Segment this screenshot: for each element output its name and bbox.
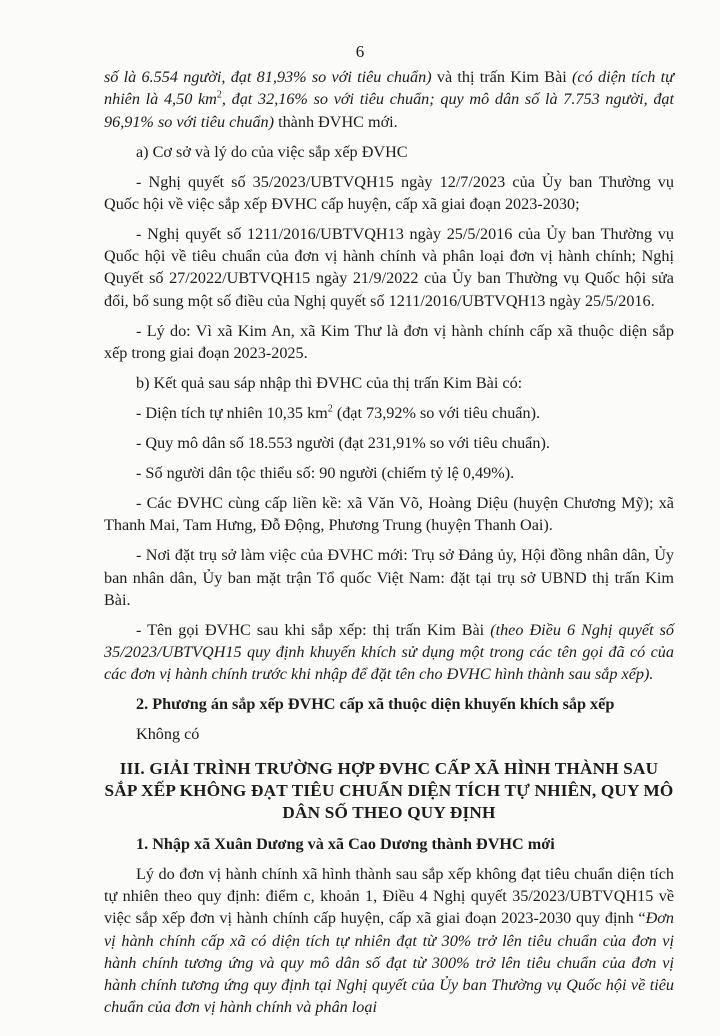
reason-text: Lý do đơn vị hành chính xã hình thành sau sắp xếp không đạt tiêu chuẩn diện tích tự nhiên theo quy định: điểm c, khoản 1, Điều 4 Nghị quyết 35/2023/UBTVQH15 về việc sắp xếp đơn vị hành chính cấp huyện, cấp xã giai đoạn 2023-2030 quy định “ bbox=[104, 864, 674, 928]
section-a-item-2: - Nghị quyết số 1211/2016/UBTVQH13 ngày 25/5/2016 của Ủy ban Thường vụ Quốc hội về tiêu chuẩn của đơn vị hành chính và phân loại đơn vị hành chính; Nghị Quyết số 27/2022/UBTVQH15 ngày 21/9/2022 của Ủy ban Thường vụ Quốc hội sửa đổi, bổ sung một số điều của Nghị quyết số 1211/2016/UBTVQH13 ngày 25/5/2016. bbox=[104, 224, 674, 310]
section-2-body: Không có bbox=[136, 725, 200, 744]
section-b-heading: b) Kết quả sau sáp nhập thì ĐVHC của thị trấn Kim Bài có: bbox=[136, 374, 523, 392]
section-b-item-1 bbox=[104, 402, 674, 424]
section-b-item-5: - Nơi đặt trụ sở làm việc của ĐVHC mới: Trụ sở Đảng ủy, Hội đồng nhân dân, Ủy ban nhân dân, Ủy ban mặt trận Tổ quốc Việt Nam: đặt tại trụ sở UBND thị trấn Kim Bài. bbox=[104, 546, 674, 609]
name-text: - Tên gọi ĐVHC sau khi sắp xếp: thị trấn Kim Bài bbox=[136, 620, 491, 639]
intro-paragraph bbox=[104, 66, 674, 133]
section-b-item-4: - Các ĐVHC cùng cấp liền kề: xã Văn Võ, Hoàng Diệu (huyện Chương Mỹ); xã Thanh Mai, Tam Hưng, Đỗ Động, Phương Trung (huyện Thanh Oai). bbox=[104, 493, 674, 535]
area-text: - Diện tích tự nhiên 10,35 km bbox=[136, 403, 328, 422]
section-a-heading: a) Cơ sở và lý do của việc sắp xếp ĐVHC bbox=[136, 142, 408, 161]
section-b-item-3: - Số người dân tộc thiểu số: 90 người (chiếm tỷ lệ 0,49%). bbox=[136, 463, 515, 482]
section-a-item-3: - Lý do: Vì xã Kim An, xã Kim Thư là đơn vị hành chính cấp xã thuộc diện sắp xếp trong giai đoạn 2023-2025. bbox=[104, 321, 674, 363]
intro-text-6: thành ĐVHC mới. bbox=[274, 112, 398, 131]
section-3-1-heading: 1. Nhập xã Xuân Dương và xã Cao Dương thành ĐVHC mới bbox=[136, 834, 555, 853]
intro-text-2: và thị trấn Kim Bài bbox=[431, 68, 573, 86]
section-3-heading: III. GIẢI TRÌNH TRƯỜNG HỢP ĐVHC CẤP XÃ HÌNH THÀNH SAU SẮP XẾP KHÔNG ĐẠT TIÊU CHUẨN DIỆN TÍCH TỰ NHIÊN, QUY MÔ DÂN SỐ THEO QUY ĐỊNH bbox=[104, 758, 674, 822]
intro-text-3: (có diện tích tự nhiên là 4,50 km bbox=[104, 68, 675, 109]
section-a-item-1: - Nghị quyết số 35/2023/UBTVQH15 ngày 12/7/2023 của Ủy ban Thường vụ Quốc hội về việc sắp xếp ĐVHC cấp huyện, cấp xã giai đoạn 2023-2030; bbox=[104, 172, 674, 213]
section-b-item-6 bbox=[104, 619, 674, 686]
page-number: 6 bbox=[355, 42, 365, 61]
section-3-1-body bbox=[104, 863, 674, 1019]
section-b-item-2: - Quy mô dân số 18.553 người (đạt 231,91% so với tiêu chuẩn). bbox=[136, 433, 550, 452]
name-note: (theo Điều 6 Nghị quyết số 35/2023/UBTVQH15 quy định khuyến khích sử dụng một trong các tên gọi đã có của các đơn vị hành chính trước khi nhập để đặt tên cho ĐVHC hình thành sau sắp xếp). bbox=[104, 620, 674, 684]
area-text-2: (đạt 73,92% so với tiêu chuẩn). bbox=[332, 403, 541, 422]
intro-text-1: số là 6.554 người, đạt 81,93% so với tiêu chuẩn) bbox=[104, 68, 432, 86]
area-superscript: 2 bbox=[327, 403, 333, 415]
document-body bbox=[104, 66, 674, 1026]
intro-text-5: , đạt 32,16% so với tiêu chuẩn; quy mô dân số là 7.753 người, đạt 96,91% so với tiêu chuẩn) bbox=[104, 90, 674, 131]
reason-quote: Đơn vị hành chính cấp xã có diện tích tự nhiên đạt từ 30% trở lên tiêu chuẩn của đơn vị hành chính tương ứng và quy mô dân số đạt từ 300% trở lên tiêu chuẩn của đơn vị hành chính tương ứng quy định tại Nghị quyết của Ủy ban Thường vụ Quốc hội về tiêu chuẩn của đơn vị hành chính và phân loại bbox=[104, 909, 674, 1017]
intro-superscript: 2 bbox=[216, 89, 222, 101]
section-2-heading: 2. Phương án sắp xếp ĐVHC cấp xã thuộc diện khuyến khích sắp xếp bbox=[136, 695, 615, 714]
